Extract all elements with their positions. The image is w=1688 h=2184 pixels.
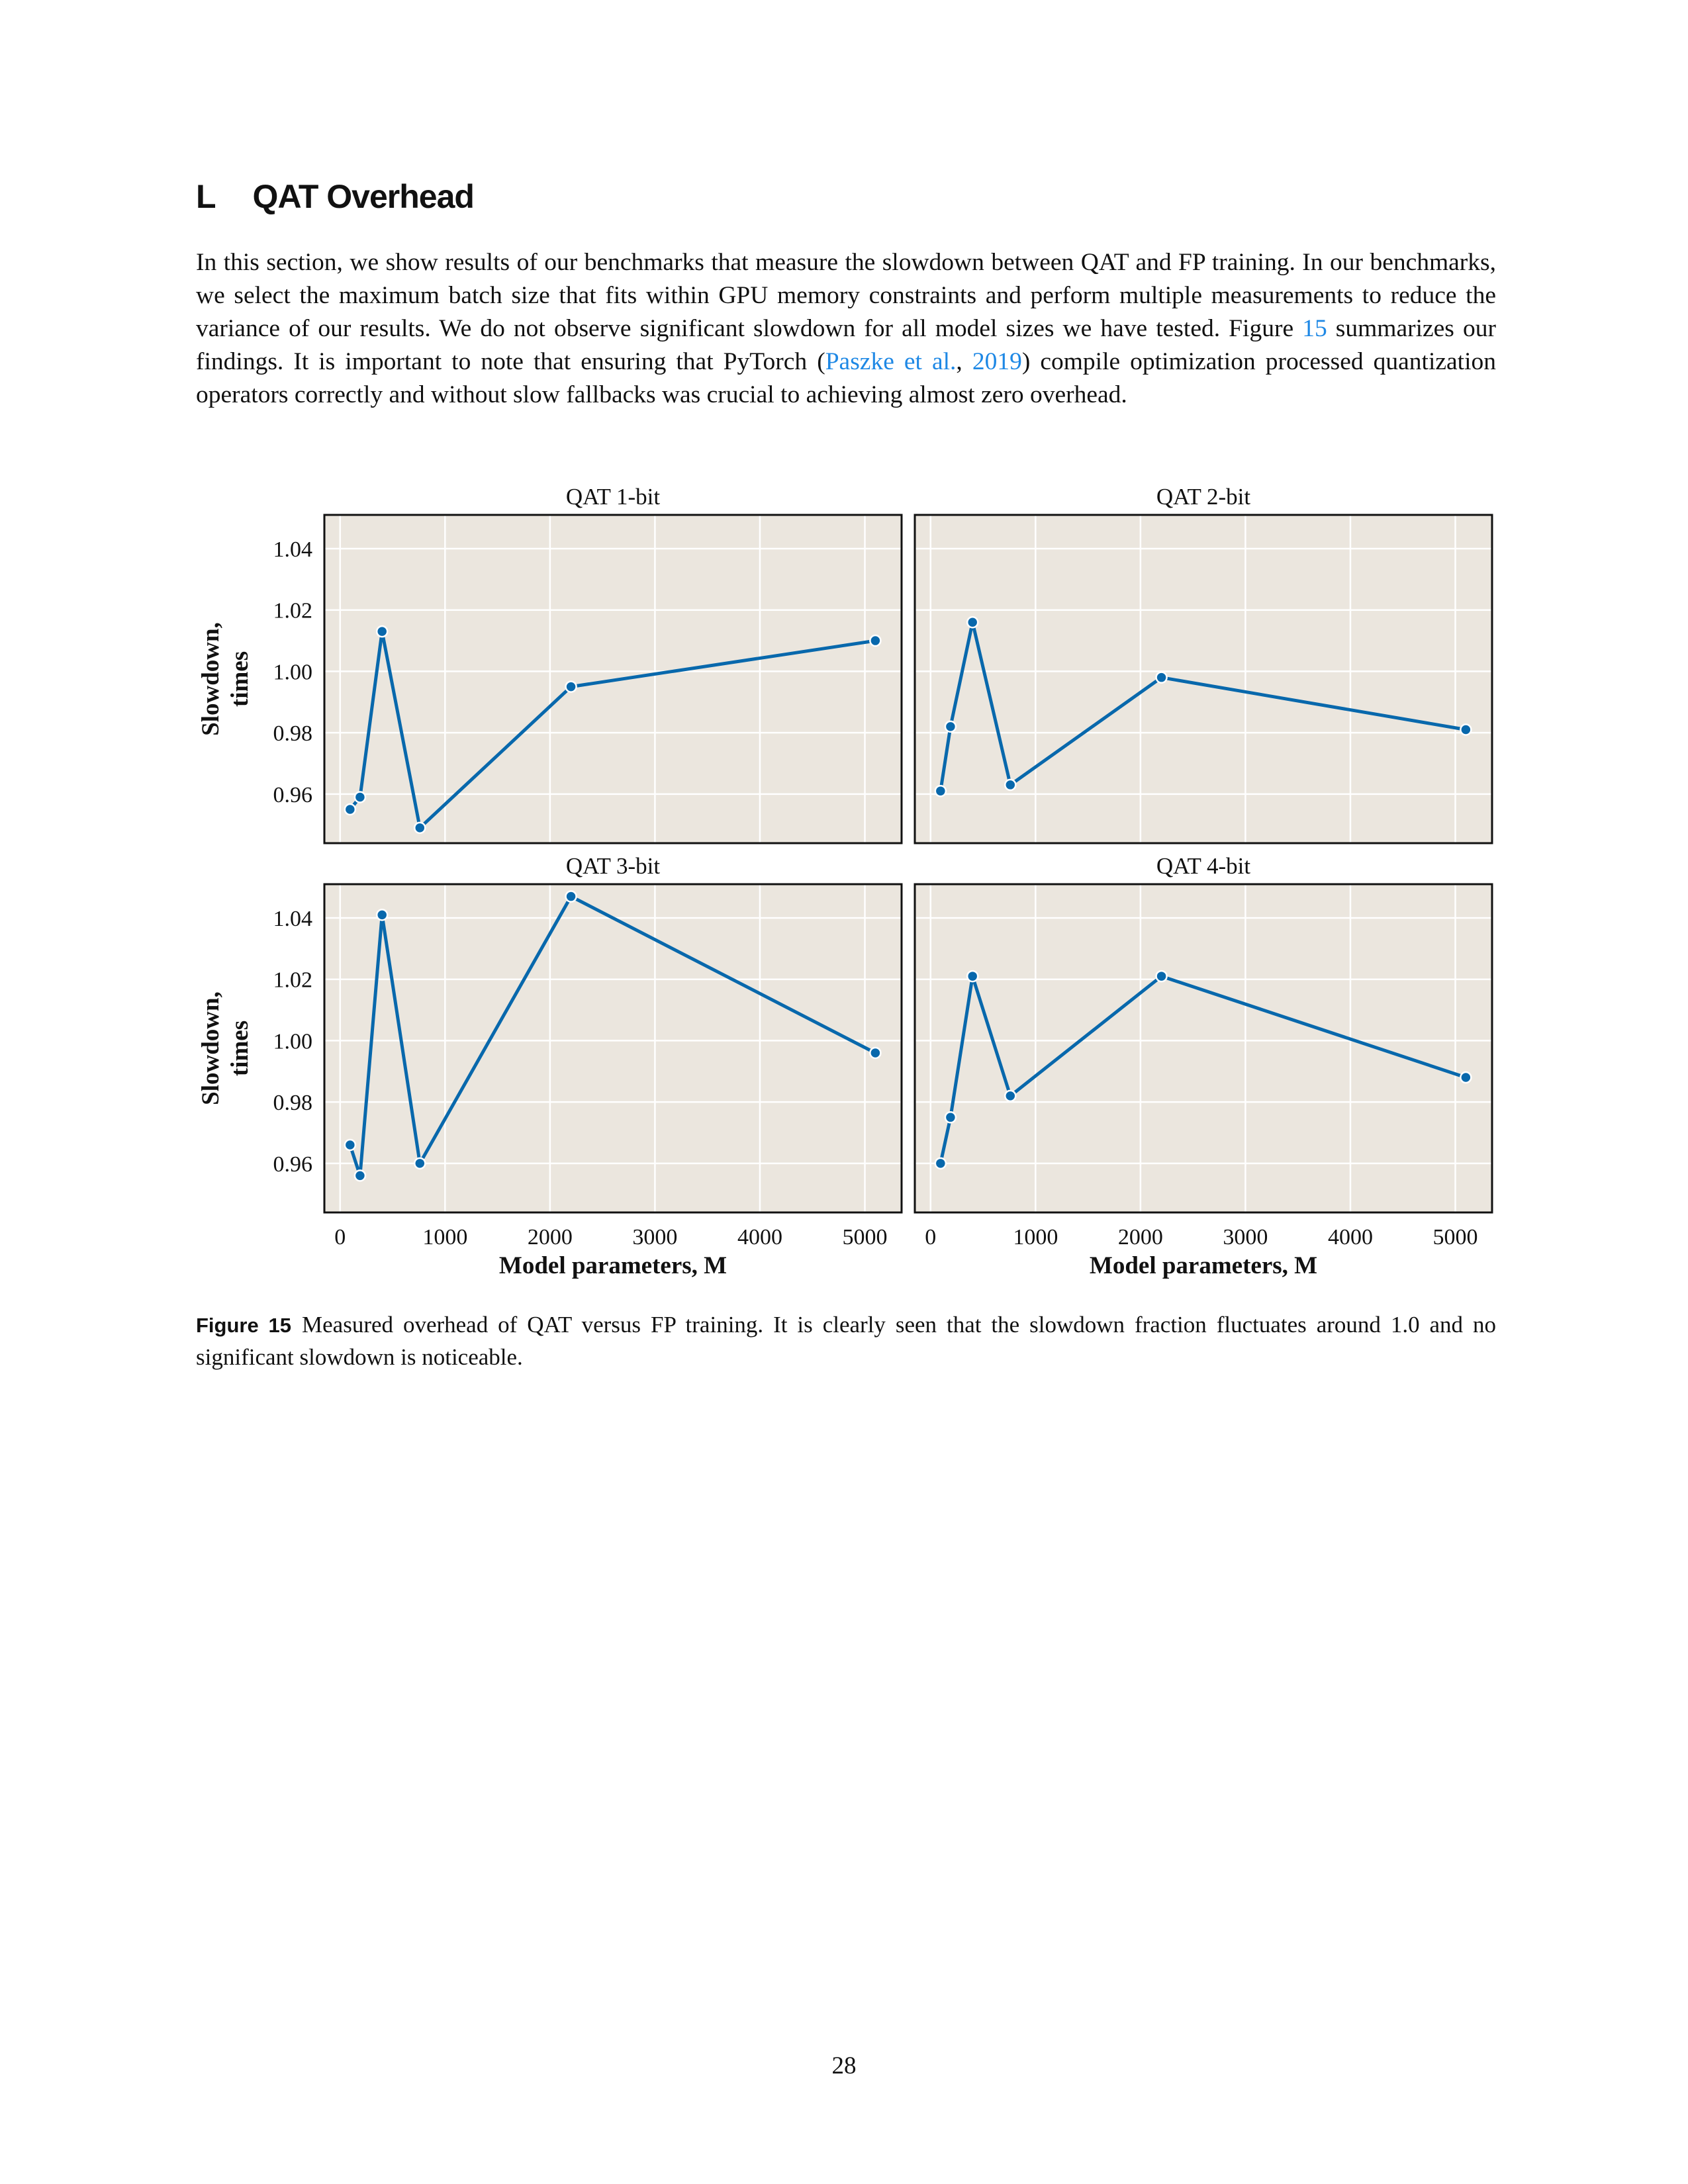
data-point xyxy=(377,909,387,920)
figure-caption xyxy=(196,1309,1496,1373)
y-tick-label: 1.04 xyxy=(273,537,312,562)
caption-label: Figure 15 xyxy=(196,1314,292,1337)
y-tick-label: 0.98 xyxy=(273,1091,312,1116)
panel-title: QAT 2-bit xyxy=(1156,484,1251,510)
chart-panel-2 xyxy=(915,484,1492,843)
data-point xyxy=(945,1112,956,1122)
x-tick-label: 0 xyxy=(334,1225,346,1250)
y-tick-label: 1.00 xyxy=(273,660,312,685)
x-tick-label: 0 xyxy=(925,1225,937,1250)
y-tick-label: 1.04 xyxy=(273,906,312,931)
x-tick-label: 4000 xyxy=(1327,1225,1373,1250)
data-point xyxy=(377,626,387,637)
chart-panel-4 xyxy=(915,853,1492,1279)
panel-title: QAT 1-bit xyxy=(565,484,661,510)
y-axis-label-line1: Slowdown, xyxy=(197,991,224,1105)
y-tick-label: 0.98 xyxy=(273,721,312,747)
y-axis-label-line2: times xyxy=(226,1020,254,1077)
data-point xyxy=(967,617,978,627)
x-tick-label: 2000 xyxy=(1117,1225,1163,1250)
data-point xyxy=(345,1140,355,1150)
y-tick-label: 1.02 xyxy=(273,598,312,623)
data-point xyxy=(967,971,978,981)
data-point xyxy=(566,891,577,902)
data-point xyxy=(945,721,956,732)
chart-panel-3 xyxy=(197,853,902,1279)
data-point xyxy=(1460,1072,1471,1083)
paragraph-text-1: In this section, we show results of our benchmarks that measure the slowdown between QAT and FP training. In our benchmarks, we select the maximum batch size that fits within GPU memory constraints and perform multiple measurements to reduce the variance of our results. We do not observe significant slowdown for all model sizes we have tested. Figure xyxy=(196,249,1496,342)
x-tick-label: 5000 xyxy=(1432,1225,1478,1250)
paragraph-text-3: ) compile optimization processed quantization operators correctly and without slow fallbacks was crucial to achieving almost zero overhead. xyxy=(196,348,1497,408)
x-tick-label: 3000 xyxy=(1223,1225,1268,1250)
data-point xyxy=(1156,672,1167,683)
data-point xyxy=(345,804,355,815)
data-point xyxy=(414,823,425,833)
data-point xyxy=(566,682,577,692)
paragraph-text-2: summarizes our findings. It is important to note that ensuring that PyTorch ( xyxy=(196,315,1496,375)
data-point xyxy=(870,1048,880,1058)
panel-title: QAT 3-bit xyxy=(565,853,661,879)
chart-panel-1 xyxy=(197,484,902,843)
x-tick-label: 1000 xyxy=(1013,1225,1058,1250)
x-tick-label: 1000 xyxy=(422,1225,468,1250)
data-point xyxy=(935,1158,946,1169)
y-axis-label-line1: Slowdown, xyxy=(197,622,224,736)
y-tick-label: 0.96 xyxy=(273,1152,312,1177)
citation-author-link[interactable]: Paszke et al. xyxy=(825,348,957,375)
data-point xyxy=(414,1158,425,1169)
x-tick-label: 4000 xyxy=(737,1225,782,1250)
y-tick-label: 1.00 xyxy=(273,1029,312,1054)
data-point xyxy=(1156,971,1167,981)
data-point xyxy=(1460,724,1471,735)
x-tick-label: 3000 xyxy=(632,1225,678,1250)
page-number: 28 xyxy=(831,2052,857,2079)
data-point xyxy=(870,635,880,646)
figure-ref-link[interactable]: 15 xyxy=(1302,315,1327,342)
caption-text: Measured overhead of QAT versus FP training. It is clearly seen that the slowdown fraction fluctuates around 1.0 and no significant slowdown is noticeable. xyxy=(196,1312,1496,1370)
x-tick-label: 5000 xyxy=(842,1225,888,1250)
panel-title: QAT 4-bit xyxy=(1156,853,1251,879)
section-title: QAT Overhead xyxy=(252,178,474,215)
y-tick-label: 0.96 xyxy=(273,782,312,807)
x-axis-label: Model parameters, M xyxy=(498,1252,727,1279)
x-tick-label: 2000 xyxy=(527,1225,573,1250)
y-tick-label: 1.02 xyxy=(273,968,312,993)
x-axis-label: Model parameters, M xyxy=(1089,1252,1318,1279)
citation-year-link[interactable]: 2019 xyxy=(972,348,1022,375)
y-axis-label-line2: times xyxy=(226,651,254,707)
data-point xyxy=(1005,1091,1015,1101)
data-point xyxy=(935,786,946,796)
data-point xyxy=(1005,780,1015,790)
section-letter: L xyxy=(196,178,216,215)
citation-separator: , xyxy=(956,348,972,375)
data-point xyxy=(355,1170,365,1181)
data-point xyxy=(355,792,365,802)
